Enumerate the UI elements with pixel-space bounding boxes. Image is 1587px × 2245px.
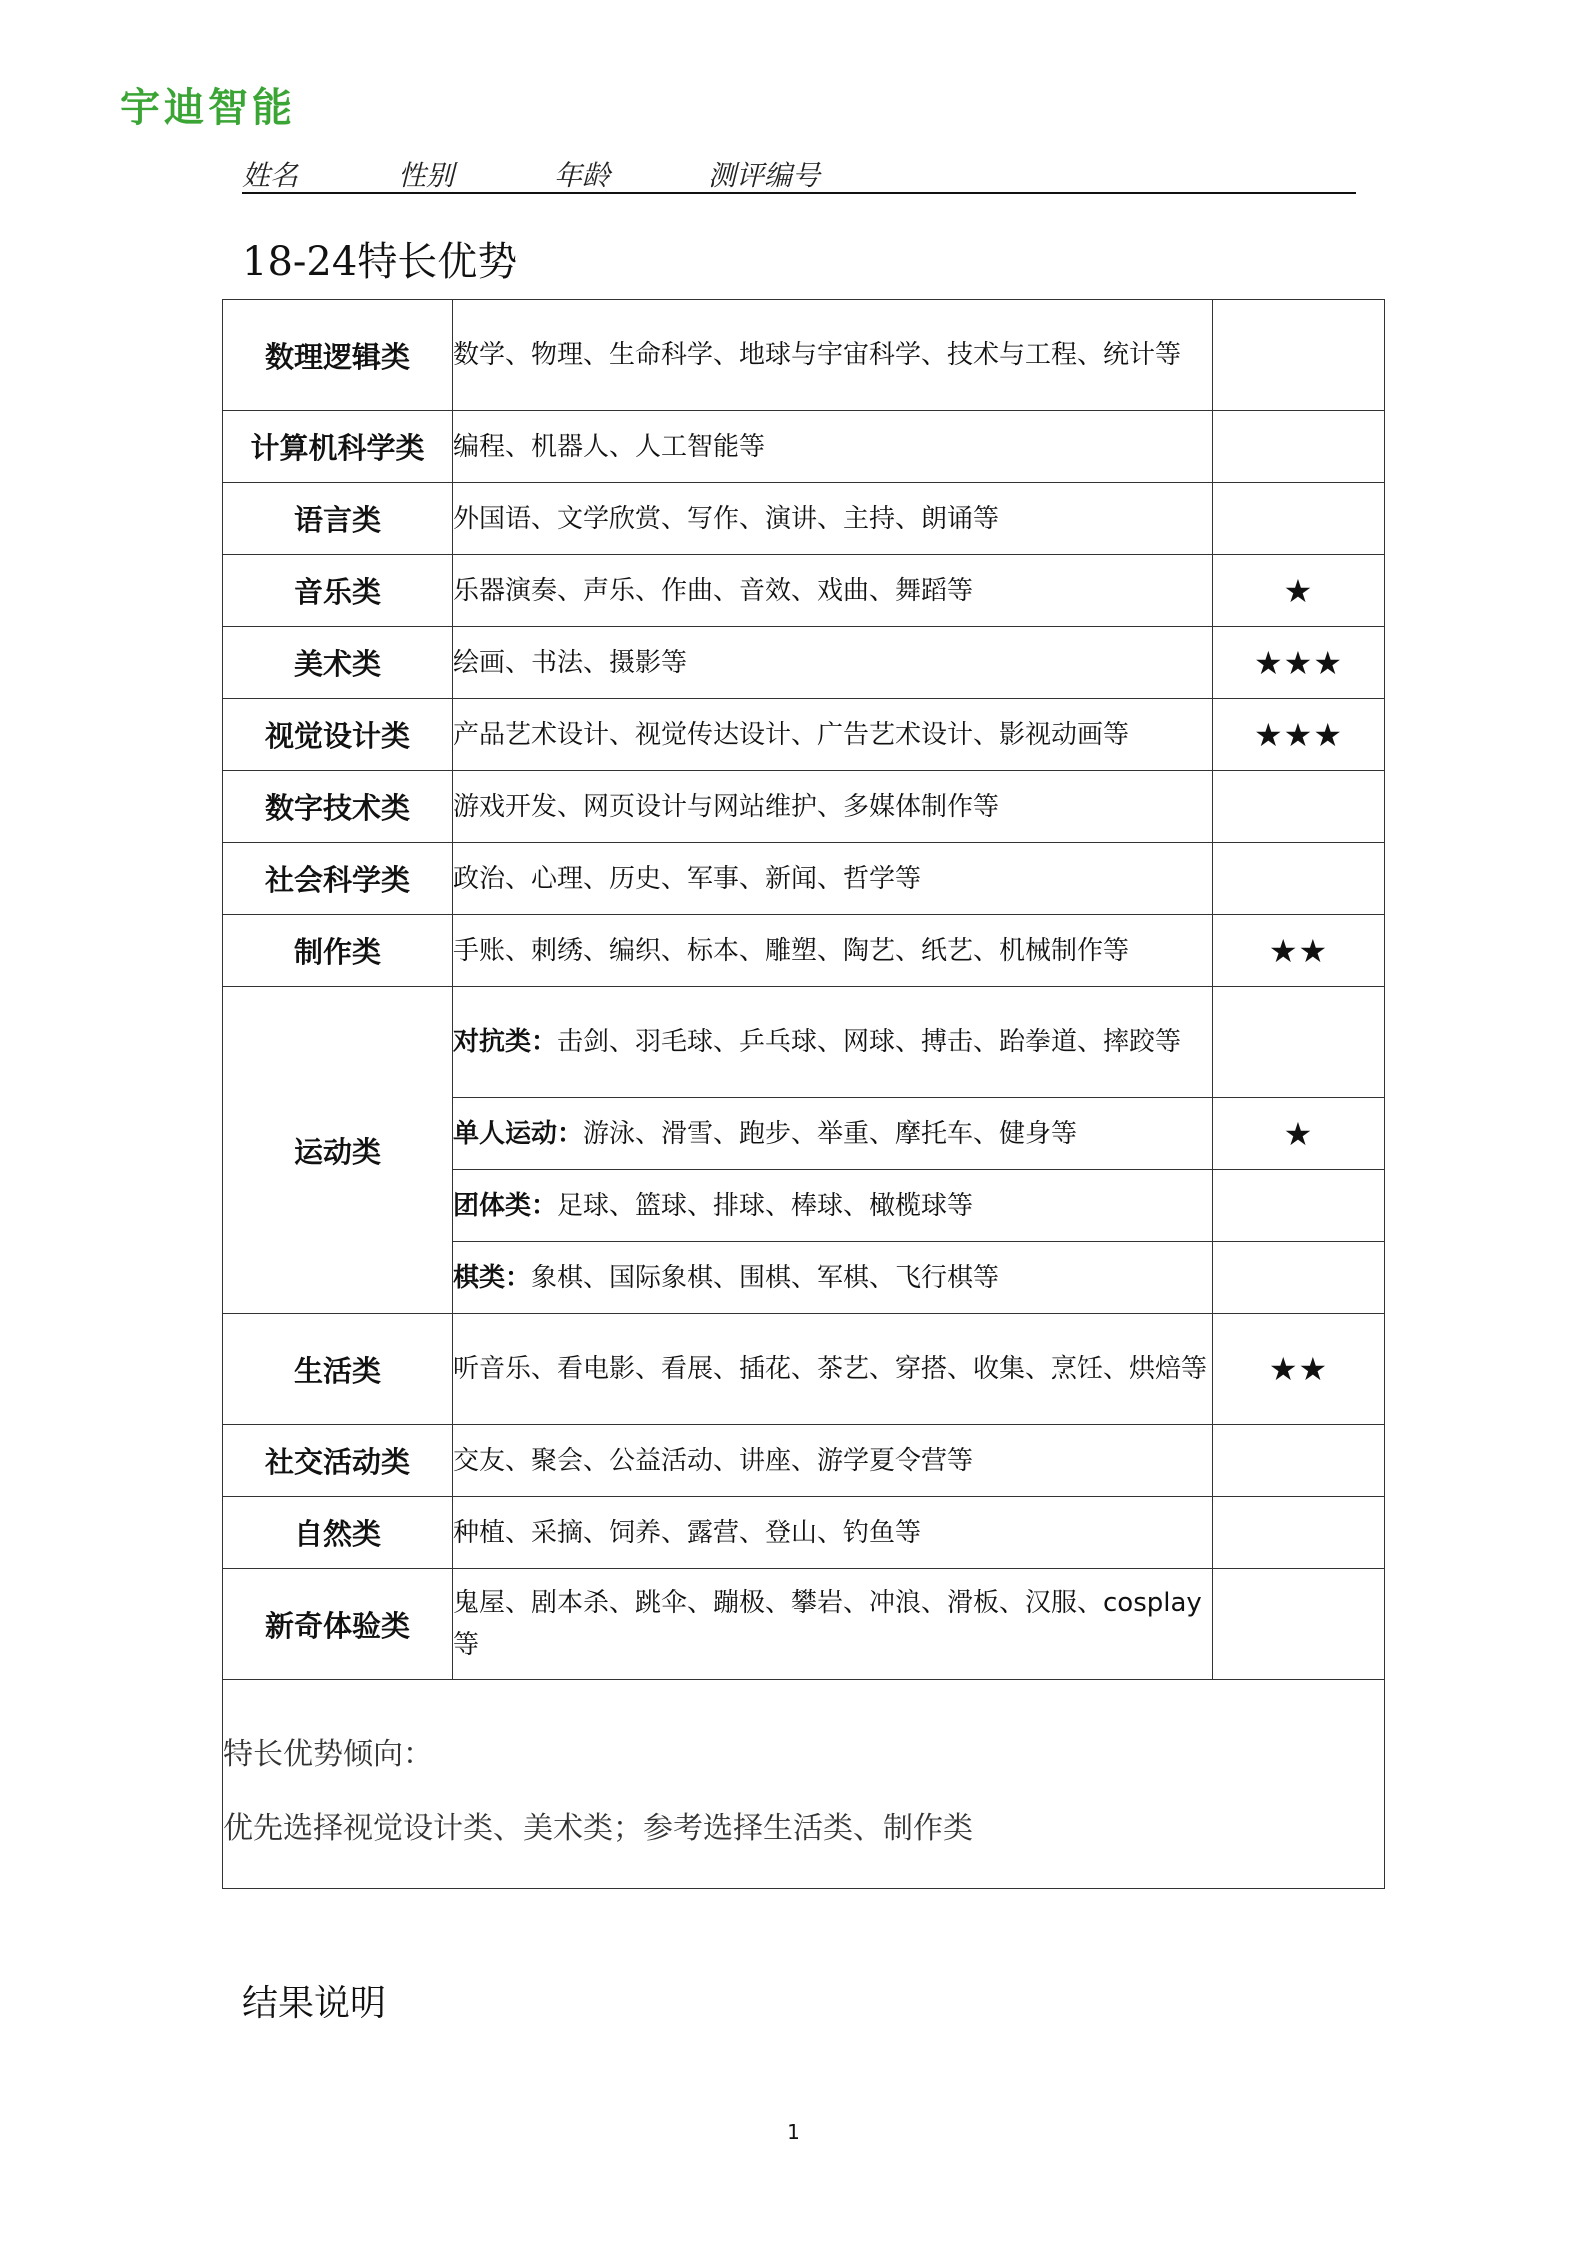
items-cell — [453, 1098, 1213, 1170]
items-cell — [453, 987, 1213, 1098]
items-cell: 游戏开发、网页设计与网站维护、多媒体制作等 — [453, 771, 1213, 843]
category-cell: 美术类 — [223, 627, 453, 699]
rating-stars: ★★ — [1213, 915, 1385, 987]
category-cell: 自然类 — [223, 1497, 453, 1569]
items-cell — [453, 1170, 1213, 1242]
strengths-table — [222, 299, 1385, 1889]
rating-stars — [1213, 1497, 1385, 1569]
rating-stars — [1213, 1242, 1385, 1314]
table-row — [223, 1497, 1385, 1569]
gender-label: 性别 — [398, 159, 455, 192]
summary-cell — [223, 1680, 1385, 1889]
rating-stars — [1213, 843, 1385, 915]
rating-stars: ★★★ — [1213, 627, 1385, 699]
rating-stars: ★★ — [1213, 1314, 1385, 1425]
table-row — [223, 915, 1385, 987]
summary-text: 优先选择视觉设计类、美术类；参考选择生活类、制作类 — [223, 1811, 973, 1846]
category-cell: 数理逻辑类 — [223, 300, 453, 411]
table-row — [223, 555, 1385, 627]
table-row — [223, 483, 1385, 555]
items-cell: 乐器演奏、声乐、作曲、音效、戏曲、舞蹈等 — [453, 555, 1213, 627]
items-cell: 数学、物理、生命科学、地球与宇宙科学、技术与工程、统计等 — [453, 300, 1213, 411]
rating-stars — [1213, 771, 1385, 843]
rating-stars — [1213, 411, 1385, 483]
table-row — [223, 1569, 1385, 1680]
items-cell: 外国语、文学欣赏、写作、演讲、主持、朗诵等 — [453, 483, 1213, 555]
header-fields — [242, 150, 1356, 194]
category-cell: 计算机科学类 — [223, 411, 453, 483]
category-cell: 数字技术类 — [223, 771, 453, 843]
table-row — [223, 627, 1385, 699]
rating-stars — [1213, 300, 1385, 411]
rating-stars: ★ — [1213, 555, 1385, 627]
summary-row — [223, 1680, 1385, 1889]
items-cell: 种植、采摘、饲养、露营、登山、钓鱼等 — [453, 1497, 1213, 1569]
table-row — [223, 843, 1385, 915]
category-cell: 语言类 — [223, 483, 453, 555]
rating-stars — [1213, 1170, 1385, 1242]
items-cell: 鬼屋、剧本杀、跳伞、蹦极、攀岩、冲浪、滑板、汉服、cosplay等 — [453, 1569, 1213, 1680]
items-cell: 产品艺术设计、视觉传达设计、广告艺术设计、影视动画等 — [453, 699, 1213, 771]
category-cell: 新奇体验类 — [223, 1569, 453, 1680]
subcategory-items: 足球、篮球、排球、棒球、橄榄球等 — [557, 1190, 974, 1221]
subcategory-label: 单人运动： — [453, 1118, 584, 1149]
brand-logo: 宇迪智能 — [120, 85, 296, 131]
items-cell: 编程、机器人、人工智能等 — [453, 411, 1213, 483]
subcategory-items: 象棋、国际象棋、围棋、军棋、飞行棋等 — [531, 1262, 1000, 1293]
items-cell: 手账、刺绣、编织、标本、雕塑、陶艺、纸艺、机械制作等 — [453, 915, 1213, 987]
category-cell: 社交活动类 — [223, 1425, 453, 1497]
category-cell: 音乐类 — [223, 555, 453, 627]
table-row — [223, 699, 1385, 771]
subcategory-label: 团体类： — [453, 1190, 558, 1221]
subcategory-label: 对抗类： — [453, 1027, 558, 1057]
result-title: 结果说明 — [242, 1983, 387, 2024]
table-row — [223, 1425, 1385, 1497]
category-cell-sports: 运动类 — [223, 987, 453, 1314]
table-row — [223, 300, 1385, 411]
items-cell: 政治、心理、历史、军事、新闻、哲学等 — [453, 843, 1213, 915]
section-title: 18-24特长优势 — [242, 239, 518, 285]
table-row — [223, 1314, 1385, 1425]
subcategory-items: 游泳、滑雪、跑步、举重、摩托车、健身等 — [583, 1118, 1078, 1149]
name-label: 姓名 — [242, 159, 299, 192]
table-row — [223, 411, 1385, 483]
evaluation-id-label: 测评编号 — [708, 159, 821, 192]
items-cell: 交友、聚会、公益活动、讲座、游学夏令营等 — [453, 1425, 1213, 1497]
age-label: 年龄 — [554, 159, 611, 192]
table-row — [223, 771, 1385, 843]
summary-label: 特长优势倾向： — [223, 1737, 433, 1772]
page-number: 1 — [787, 2120, 800, 2144]
items-cell — [453, 1242, 1213, 1314]
category-cell: 社会科学类 — [223, 843, 453, 915]
rating-stars: ★★★ — [1213, 699, 1385, 771]
rating-stars — [1213, 1425, 1385, 1497]
rating-stars: ★ — [1213, 1098, 1385, 1170]
category-cell: 生活类 — [223, 1314, 453, 1425]
items-cell: 听音乐、看电影、看展、插花、茶艺、穿搭、收集、烹饪、烘焙等 — [453, 1314, 1213, 1425]
category-cell: 视觉设计类 — [223, 699, 453, 771]
subcategory-items: 击剑、羽毛球、乒乓球、网球、搏击、跆拳道、摔跤等 — [557, 1027, 1182, 1057]
rating-stars — [1213, 483, 1385, 555]
rating-stars — [1213, 1569, 1385, 1680]
category-cell: 制作类 — [223, 915, 453, 987]
subcategory-label: 棋类： — [453, 1262, 532, 1293]
rating-stars — [1213, 987, 1385, 1098]
items-cell: 绘画、书法、摄影等 — [453, 627, 1213, 699]
table-row — [223, 987, 1385, 1098]
